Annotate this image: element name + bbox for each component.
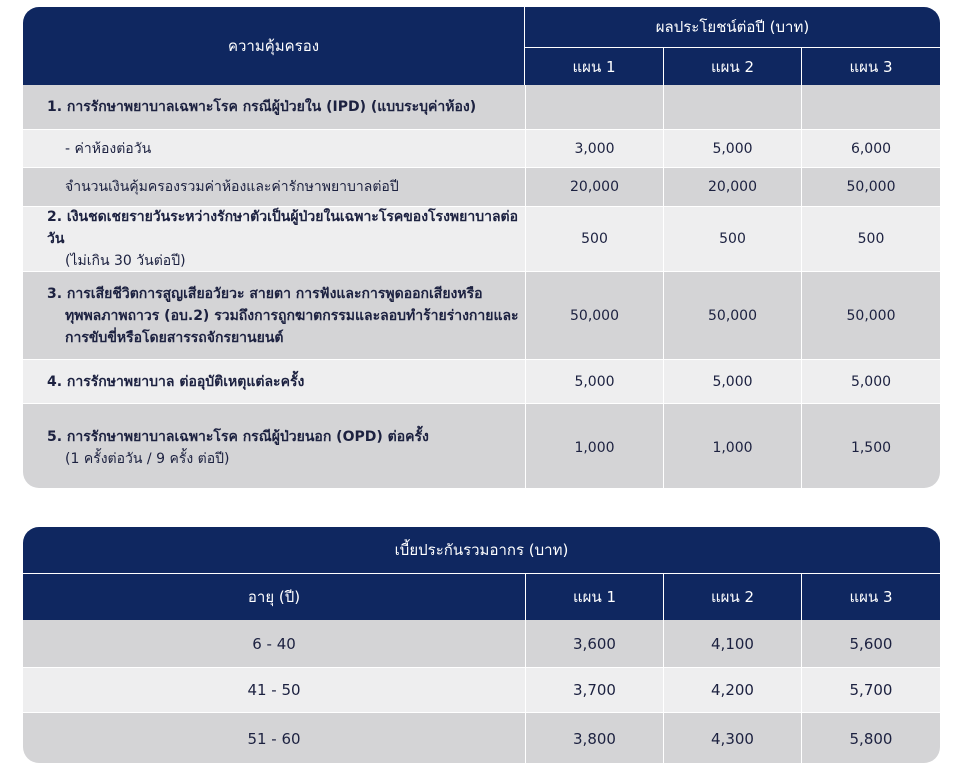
plan-3-premium: 5,600 bbox=[801, 620, 940, 667]
coverage-row-total-per-year bbox=[23, 167, 940, 206]
coverage-label bbox=[23, 272, 525, 359]
plan-3-value: 50,000 bbox=[801, 272, 940, 359]
plan-2-premium: 4,200 bbox=[663, 668, 801, 712]
coverage-label-note: (ไม่เกิน 30 วันต่อปี) bbox=[65, 253, 186, 269]
coverage-row-opd bbox=[23, 403, 940, 488]
coverage-column-header: ความคุ้มครอง bbox=[227, 37, 320, 55]
plan-1-value: 1,000 bbox=[525, 404, 663, 488]
plan-1-premium: 3,700 bbox=[525, 668, 663, 712]
plan-3-header: แผน 3 bbox=[801, 574, 940, 620]
plan-2-value: 50,000 bbox=[663, 272, 801, 359]
age-range: 51 - 60 bbox=[247, 730, 301, 748]
plan-2-value: 20,000 bbox=[663, 168, 801, 206]
coverage-row-death-disability bbox=[23, 271, 940, 359]
coverage-label-line: 5. การรักษาพยาบาลเฉพาะโรค กรณีผู้ป่วยนอก (OPD) ต่อครั้ง bbox=[47, 428, 429, 445]
coverage-label-line: 2. เงินชดเชยรายวันระหว่างรักษาตัวเป็นผู้ป่วยในเฉพาะโรคของโรงพยาบาลต่อวัน bbox=[47, 209, 519, 247]
coverage-label-line: ทุพพลภาพถาวร (อบ.2) รวมถึงการถูกฆาตกรรมและลอบทำร้ายร่างกายและ bbox=[65, 307, 519, 324]
age-column-header: อายุ (ปี) bbox=[247, 588, 301, 606]
plan-1-value: 500 bbox=[525, 207, 663, 271]
plan-1-premium: 3,600 bbox=[525, 620, 663, 667]
premium-table bbox=[23, 527, 940, 763]
coverage-label-line: การขับขี่หรือโดยสารรถจักรยานยนต์ bbox=[65, 329, 284, 346]
coverage-row-daily-compensation bbox=[23, 206, 940, 271]
coverage-header bbox=[23, 7, 940, 85]
plan-2-value: 5,000 bbox=[663, 130, 801, 167]
plan-3-premium: 5,700 bbox=[801, 668, 940, 712]
age-range: 6 - 40 bbox=[252, 634, 296, 653]
plan-1-value: 50,000 bbox=[525, 272, 663, 359]
plan-2-header: แผน 2 bbox=[663, 48, 801, 85]
coverage-table bbox=[23, 7, 940, 488]
plan-1-header: แผน 1 bbox=[572, 57, 616, 76]
premium-row bbox=[23, 667, 940, 712]
plan-3-value: 500 bbox=[801, 207, 940, 271]
plan-3-value: 5,000 bbox=[801, 360, 940, 403]
plan-1-header: แผน 1 bbox=[525, 574, 663, 620]
coverage-row-accident bbox=[23, 359, 940, 403]
plan-1-value: 20,000 bbox=[525, 168, 663, 206]
premium-row bbox=[23, 620, 940, 667]
plan-3-value: 6,000 bbox=[801, 130, 940, 167]
plan-2-premium: 4,300 bbox=[663, 713, 801, 763]
plan-2-header: แผน 2 bbox=[663, 574, 801, 620]
coverage-row-ipd bbox=[23, 85, 940, 129]
plan-3-value bbox=[801, 85, 940, 129]
plan-1-value: 5,000 bbox=[525, 360, 663, 403]
plan-2-value: 500 bbox=[663, 207, 801, 271]
coverage-label: - ค่าห้องต่อวัน bbox=[65, 140, 152, 157]
plan-2-value: 1,000 bbox=[663, 404, 801, 488]
premium-title-row bbox=[23, 527, 940, 573]
plan-1-value: 3,000 bbox=[525, 130, 663, 167]
plan-3-premium: 5,800 bbox=[801, 713, 940, 763]
premium-row bbox=[23, 712, 940, 763]
coverage-label bbox=[23, 207, 525, 271]
plan-1-premium: 3,800 bbox=[525, 713, 663, 763]
plan-2-value: 5,000 bbox=[663, 360, 801, 403]
coverage-label: 4. การรักษาพยาบาล ต่ออุบัติเหตุแต่ละครั้ง bbox=[47, 373, 305, 390]
premium-title: เบี้ยประกันรวมอากร (บาท) bbox=[394, 541, 569, 559]
benefits-per-year-header: ผลประโยชน์ต่อปี (บาท) bbox=[655, 18, 810, 37]
plan-2-premium: 4,100 bbox=[663, 620, 801, 667]
plan-1-value bbox=[525, 85, 663, 129]
plan-3-value: 1,500 bbox=[801, 404, 940, 488]
coverage-label: 1. การรักษาพยาบาลเฉพาะโรค กรณีผู้ป่วยใน (IPD) (แบบระบุค่าห้อง) bbox=[47, 99, 477, 115]
plan-3-value: 50,000 bbox=[801, 168, 940, 206]
coverage-label: จำนวนเงินคุ้มครองรวมค่าห้องและค่ารักษาพยาบาลต่อปี bbox=[65, 179, 399, 195]
coverage-row-room-per-day bbox=[23, 129, 940, 167]
coverage-label bbox=[23, 404, 525, 488]
plan-2-value bbox=[663, 85, 801, 129]
age-range: 41 - 50 bbox=[247, 681, 301, 699]
coverage-label-line: 3. การเสียชีวิตการสูญเสียอวัยวะ สายตา การฟังและการพูดออกเสียงหรือ bbox=[47, 285, 483, 302]
plan-3-header: แผน 3 bbox=[801, 48, 940, 85]
coverage-label-note: (1 ครั้งต่อวัน / 9 ครั้ง ต่อปี) bbox=[65, 450, 230, 467]
premium-header-row bbox=[23, 573, 940, 620]
